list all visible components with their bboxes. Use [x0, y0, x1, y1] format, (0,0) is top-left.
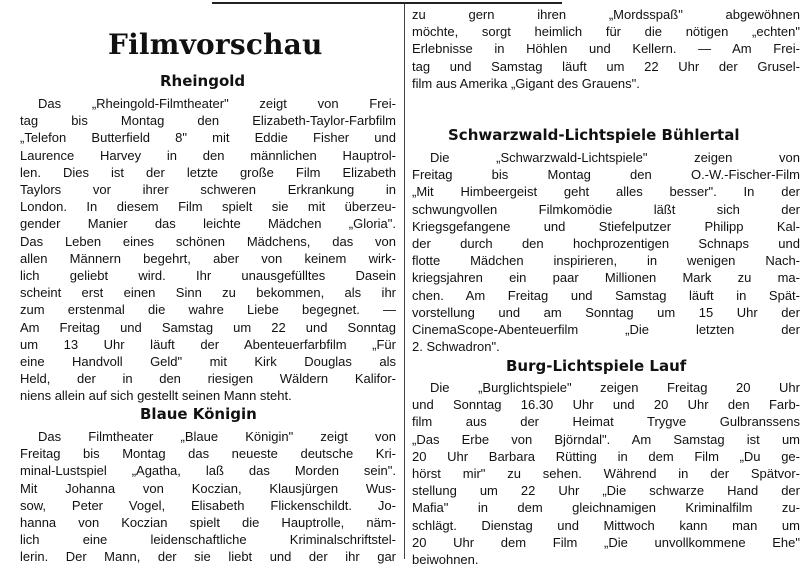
text-line: hanna von Koczian spielt die Hauptrolle, näm- — [20, 515, 396, 531]
text-line: Held, der in den riesigen Wäldern Kalifor- — [20, 371, 396, 387]
text-line: der durch den hochprozentigen Schnaps und — [412, 236, 800, 252]
article-rheingold — [20, 95, 396, 405]
page-title: Filmvorschau — [108, 28, 323, 61]
text-line: Erlebnisse in Höhlen und Kellern. — Am Frei- — [412, 41, 800, 57]
text-line: vorstellung und am Sonntag um 15 Uhr der — [412, 304, 800, 320]
text-line: Die „Schwarzwald-Lichtspiele" zeigen von — [430, 150, 800, 165]
text-line: kriegsjahren ein paar Millionen Mark zu ma- — [412, 270, 800, 286]
text-line: Mit Johanna von Koczian, Klausjürgen Wus- — [20, 480, 396, 496]
text-line: um 13 Uhr läuft der Abenteuerfarbfilm „Für — [20, 336, 396, 352]
text-line: niens allein auf sich gestellt seinen Mann steht. — [20, 388, 292, 404]
text-line: lerin. Der Mann, der sie liebt und der ihr gar — [20, 549, 396, 565]
top-rule — [212, 2, 562, 4]
text-line: CinemaScope-Abenteuerfilm „Die letzten der — [412, 322, 800, 338]
column-divider — [404, 4, 405, 559]
text-line: Das „Rheingold-Filmtheater" zeigt von Frei- — [38, 96, 396, 111]
text-line: Freitag bis Montag das neueste deutsche Kri- — [20, 446, 396, 462]
text-line: und Sonntag 16.30 Uhr und 20 Uhr den Farb- — [412, 397, 800, 413]
text-line: 20 Uhr dem Film „Die unvollkommene Ehe" — [412, 534, 800, 550]
article-burg — [412, 379, 800, 568]
text-line: Taylors vor ihrer schweren Erkrankung in — [20, 182, 396, 198]
heading-blaue-koenigin: Blaue Königin — [140, 405, 257, 423]
text-line: Laurence Harvey in den männlichen Hauptrol- — [20, 147, 396, 163]
heading-schwarzwald: Schwarzwald-Lichtspiele Bühlertal — [448, 126, 740, 144]
heading-burg: Burg-Lichtspiele Lauf — [506, 357, 687, 375]
text-line: film aus der Heimat Trygve Gulbranssens — [412, 414, 800, 430]
text-line: lich eine leidenschaftliche Kriminalschriftstel- — [20, 532, 396, 548]
text-line: chen. Am Freitag und Samstag läuft in Spät- — [412, 287, 800, 303]
article-blaue-koenigin — [20, 428, 396, 566]
text-line: „Das Erbe von Björndal". Am Samstag ist um — [412, 431, 800, 447]
text-line: Das Filmtheater „Blaue Königin" zeigt von — [38, 429, 396, 444]
text-line: Das Leben eines schönen Mädchens, das von — [20, 233, 396, 249]
text-line: stellung um 22 Uhr „Die schwarze Hand der — [412, 483, 800, 499]
text-line: eine Handvoll Geld" mit Kirk Douglas als — [20, 354, 396, 370]
text-line: zu gern ihren „Mordsspaß" abgewöhnen — [412, 7, 800, 22]
article-blaue-koenigin-continued — [412, 6, 800, 92]
text-line: beiwohnen. — [412, 552, 479, 568]
text-line: gender Manier das leichte Mädchen „Gloria". — [20, 216, 396, 232]
text-line: tag und Samstag läuft um 22 Uhr der Grusel- — [412, 58, 800, 74]
text-line: Mafia" in dem gleichnamigen Kriminalfilm zu- — [412, 500, 800, 516]
text-line: Am Freitag und Samstag um 22 und Sonntag — [20, 319, 396, 335]
text-line: scheint erst einen Sinn zu bekommen, als ihr — [20, 285, 396, 301]
text-line: Die „Burglichtspiele" zeigen Freitag 20 Uhr — [430, 380, 800, 395]
heading-rheingold: Rheingold — [160, 72, 246, 90]
text-line: Kriegsgefangene und Stiefelputzer Philipp Kal- — [412, 218, 800, 234]
text-line: „Mit Himbeergeist geht alles besser". In der — [412, 184, 800, 200]
text-line: Freitag bis Montag den O.-W.-Fischer-Film — [412, 167, 800, 183]
text-line: 20 Uhr Barbara Rütting in dem Film „Du ge- — [412, 448, 800, 464]
text-line: lich geliebt wird. Ihr unausgefülltes Dasein — [20, 268, 396, 284]
text-line: schlägt. Dienstag und Mittwoch kann man um — [412, 517, 800, 533]
text-line: film aus Amerika „Gigant des Grauens". — [412, 75, 640, 91]
text-line: hörst mir" zu sehen. Während in der Spätvor- — [412, 466, 800, 482]
text-line: möchte, sorgt heimlich für die nötigen „echten" — [412, 24, 800, 40]
text-line: sow, Peter Vogel, Elisabeth Flickenschildt. Jo- — [20, 497, 396, 513]
text-line: flotte Mädchen inspirieren, in wenigen Nach- — [412, 253, 800, 269]
text-line: allen Männern begehrt, aber von keinem wirk- — [20, 250, 396, 266]
text-line: zum erstenmal die wahre Liebe begegnet. — — [20, 302, 396, 318]
text-line: schwungvollen Filmkomödie läßt sich der — [412, 201, 800, 217]
text-line: „Telefon Butterfield 8" mit Eddie Fisher und — [20, 130, 396, 146]
text-line: minal-Lustspiel „Agatha, laß das Morden sein". — [20, 463, 396, 479]
text-line: 2. Schwadron". — [412, 339, 500, 355]
text-line: tag bis Montag den Elizabeth-Taylor-Farbfilm — [20, 113, 396, 129]
text-line: London. In diesem Film spielt sie mit überzeu- — [20, 199, 396, 215]
text-line: len. Dies ist der letzte große Film Elizabeth — [20, 164, 396, 180]
article-schwarzwald — [412, 149, 800, 355]
